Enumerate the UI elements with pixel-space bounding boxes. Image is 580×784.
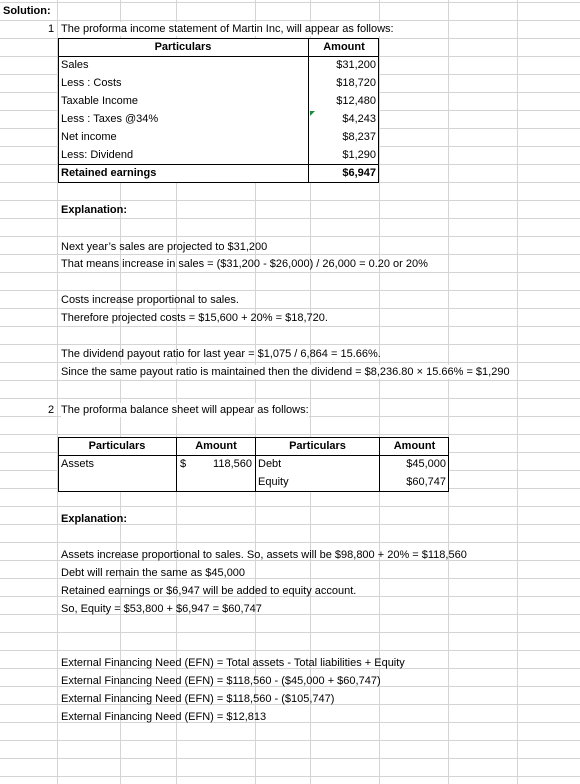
row-label: Net income: [61, 131, 117, 143]
efn-line: External Financing Need (EFN) = $12,813: [61, 711, 267, 723]
row-amount: $12,480: [336, 95, 376, 107]
q2-explanation-label: Explanation:: [61, 513, 128, 525]
efn-line: External Financing Need (EFN) = Total assets - Total liabilities + Equity: [61, 657, 405, 669]
equity-label: Equity: [258, 476, 289, 488]
q1-line: Therefore projected costs = $15,600 + 20% = $18,720.: [61, 312, 328, 324]
row-amount-retained: $6,947: [342, 167, 376, 179]
row-label: Less : Costs: [61, 77, 122, 89]
assets-label: Assets: [61, 458, 95, 470]
row-label: Sales: [61, 59, 89, 71]
row-amount: $8,237: [342, 131, 376, 143]
col-particulars-1: Particulars: [88, 440, 146, 452]
q1-number: 1: [48, 23, 55, 35]
equity-amount: $60,747: [406, 476, 446, 488]
row-amount: $18,720: [336, 77, 376, 89]
col-amount-2: Amount: [393, 440, 436, 452]
col-amount: Amount: [323, 41, 365, 53]
q2-heading: The proforma balance sheet will appear as follows:: [61, 404, 309, 416]
efn-line: External Financing Need (EFN) = $118,560 - ($105,747): [61, 693, 335, 705]
row-label: Less : Taxes @34%: [61, 113, 159, 125]
efn-line: External Financing Need (EFN) = $118,560 - ($45,000 + $60,747): [61, 675, 381, 687]
q1-heading: The proforma income statement of Martin Inc, will appear as follows:: [61, 23, 394, 35]
row-label: Taxable Income: [61, 95, 139, 107]
q1-explanation-label: Explanation:: [61, 204, 128, 216]
q2-line: Debt will remain the same as $45,000: [61, 567, 246, 579]
row-label-retained: Retained earnings: [61, 167, 157, 179]
q2-line: Assets increase proportional to sales. So, assets will be $98,800 + 20% = $118,560: [61, 549, 467, 561]
q2-line: So, Equity = $53,800 + $6,947 = $60,747: [61, 603, 262, 615]
row-amount: $1,290: [342, 149, 376, 161]
q2-number: 2: [48, 404, 55, 416]
assets-amount: 118,560: [213, 458, 252, 470]
row-label: Less: Dividend: [61, 149, 134, 161]
col-particulars: Particulars: [154, 41, 212, 53]
row-amount: $4,243: [342, 113, 376, 125]
col-amount-1: Amount: [195, 440, 237, 452]
debt-label: Debt: [258, 458, 282, 470]
q1-line: Since the same payout ratio is maintained then the dividend = $8,236.80 × 15.66% = $1,290: [61, 366, 510, 378]
solution-label: Solution:: [3, 5, 51, 17]
q1-line: That means increase in sales = ($31,200 - $26,000) / 26,000 = 0.20 or 20%: [61, 258, 428, 270]
col-particulars-2: Particulars: [289, 440, 346, 452]
q1-line: Next year’s sales are projected to $31,200: [61, 241, 268, 253]
q1-line: The dividend payout ratio for last year = $1,075 / 6,864 = 15.66%.: [61, 348, 381, 360]
row-amount: $31,200: [336, 59, 376, 71]
q2-line: Retained earnings or $6,947 will be added to equity account.: [61, 585, 357, 597]
debt-amount: $45,000: [406, 458, 446, 470]
q1-line: Costs increase proportional to sales.: [61, 294, 239, 306]
assets-currency: $: [180, 458, 187, 470]
